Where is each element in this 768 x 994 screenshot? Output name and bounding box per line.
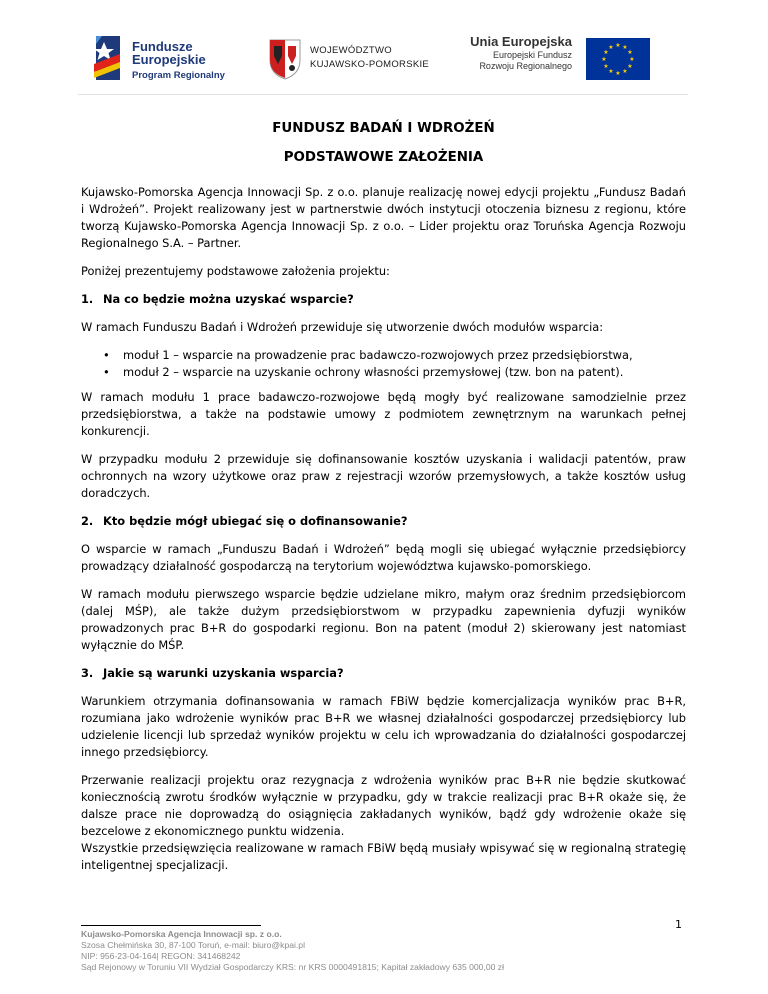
svg-text:★: ★ <box>622 68 628 75</box>
svg-text:★: ★ <box>603 63 609 70</box>
fe-logo-line3: Program Regionalny <box>132 70 225 81</box>
region-logo-line2: KUJAWSKO-POMORSKIE <box>310 59 430 70</box>
fe-emblem-icon <box>90 32 130 84</box>
section-paragraph: Wszystkie przedsięwzięcia realizowane w ramach FBiW będą musiały wpisywać się w regionalną strategię inteligentnej specjalizacji. <box>81 841 686 872</box>
footer-company: Kujawsko-Pomorska Agencja Innowacji sp. z o.o. <box>81 929 282 939</box>
section-title: Jakie są warunki uzyskania wsparcia? <box>103 666 344 680</box>
svg-text:★: ★ <box>627 49 633 56</box>
footer-address: Szosa Chełmińska 30, 87-100 Toruń, e-mail: biuro@kpai.pl <box>81 940 305 950</box>
fundusze-europejskie-logo <box>90 30 240 88</box>
svg-text:★: ★ <box>601 56 607 63</box>
eu-logo-line2: Europejski Fundusz <box>492 50 572 60</box>
svg-text:★: ★ <box>603 49 609 56</box>
document-title: FUNDUSZ BADAŃ I WDROŻEŃ <box>272 121 495 136</box>
region-logo <box>268 38 438 82</box>
section-title: Na co będzie można uzyskać wsparcie? <box>103 292 354 306</box>
svg-text:★: ★ <box>615 42 621 49</box>
section-paragraph: Warunkiem otrzymania dofinansowania w ramach FBiW będzie komercjalizacja wyników prac B+R, rozumiana jako wdrożenie wyników prac B+R we własnej działalności gospodarczej przedsiębiorcy lub udzielenie licencji lub sprzedaż wyników projektu w celu ich wprowadzania do działalności gospodarczej innego przedsiębiorcy. <box>81 694 686 759</box>
section-heading <box>81 291 686 308</box>
list-item: • moduł 2 – wsparcie na uzyskanie ochrony własności przemysłowej (tzw. bon na patent). <box>123 364 686 381</box>
section-number: 2. <box>81 514 94 528</box>
svg-text:★: ★ <box>615 70 621 77</box>
page-number: 1 <box>675 918 682 931</box>
lead-in-paragraph: Poniżej prezentujemy podstawowe założenia projektu: <box>81 264 390 278</box>
section-paragraph: W ramach modułu pierwszego wsparcie będzie udzielane mikro, małym oraz średnim przedsiębiorcom (dalej MŚP), ale także dużym przedsiębiorstwom w przypadku zapewnienia dyfuzji wyników prowadzonych prac B+R do gospodarki regionu. Bon na patent (moduł 2) skierowany jest natomiast wyłącznie do MŚP. <box>81 587 686 652</box>
section-number: 1. <box>81 292 94 306</box>
section-paragraph: W przypadku modułu 2 przewiduje się dofinansowanie kosztów uzyskania i walidacji patentów, praw ochronnych na wzory użytkowe oraz praw z rejestracji wzorów przemysłowych, a także kosztów usług doradczych. <box>81 452 686 500</box>
svg-text:★: ★ <box>627 63 633 70</box>
footer <box>81 929 681 973</box>
list-item: • moduł 1 – wsparcie na prowadzenie prac badawczo-rozwojowych przez przedsiębiorstwa, <box>123 347 686 364</box>
section-heading <box>81 665 686 682</box>
section-number: 3. <box>81 666 94 680</box>
coat-of-arms-icon <box>268 38 302 80</box>
svg-text:★: ★ <box>608 68 614 75</box>
header-divider <box>78 94 688 95</box>
footer-ids: NIP: 956-23-04-164| REGON: 341468242 <box>81 951 241 961</box>
footer-court: Sąd Rejonowy w Toruniu VII Wydział Gospodarczy KRS: nr KRS 0000491815; Kapitał zakładowy 635 000,00 zł <box>81 962 505 972</box>
section-paragraph: O wsparcie w ramach „Funduszu Badań i Wdrożeń” będą mogli się ubiegać wyłącznie przedsiębiorcy prowadzący działalność gospodarczą na terytorium województwa kujawsko-pomorskiego. <box>81 542 686 573</box>
fe-logo-line2: Europejskie <box>132 52 206 67</box>
intro-paragraph: Kujawsko-Pomorska Agencja Innowacji Sp. z o.o. planuje realizację nowej edycji projektu „Fundusz Badań i Wdrożeń”. Projekt realizowany jest w partnerstwie dwóch instytucji otoczenia biznesu z regionu, które tworzą Kujawsko-Pomorska Agencja Innowacji Sp. z o.o. – Lider projektu oraz Toruńska Agencja Rozwoju Regionalnego S.A. – Partner. <box>81 185 686 250</box>
section-paragraph: Przerwanie realizacji projektu oraz rezygnacja z wdrożenia wyników prac B+R nie będzie skutkować koniecznością zwrotu środków wyłącznie w przypadku, gdy w trakcie realizacji prac B+R okaże się, że dalsze prace nie doprowadzą do osiągnięcia zakładanych wyników, bądź gdy wdrożenie okaże się bezcelowe z ekonomicznego punktu widzenia. <box>81 773 686 838</box>
document-subtitle: PODSTAWOWE ZAŁOŻENIA <box>283 150 484 165</box>
header-logos <box>90 28 676 98</box>
document-body <box>81 112 686 885</box>
eu-logo-line1: Unia Europejska <box>470 34 572 49</box>
svg-text:★: ★ <box>622 44 628 51</box>
region-logo-line1: WOJEWÓDZTWO <box>310 45 392 56</box>
svg-text:★: ★ <box>629 56 635 63</box>
svg-text:★: ★ <box>608 44 614 51</box>
section-heading <box>81 513 686 530</box>
eu-flag-icon <box>586 38 650 80</box>
section-title: Kto będzie mógł ubiegać się o dofinansowanie? <box>103 514 408 528</box>
eu-logo <box>462 34 676 84</box>
bullet-list <box>81 347 686 381</box>
section-paragraph: W ramach Funduszu Badań i Wdrożeń przewiduje się utworzenie dwóch modułów wsparcia: <box>81 320 604 334</box>
footer-divider <box>81 925 261 926</box>
eu-logo-line3: Rozwoju Regionalnego <box>479 61 572 71</box>
section-paragraph: W ramach modułu 1 prace badawczo-rozwojowe będą mogły być realizowane samodzielnie przez przedsiębiorstwa, a także na podstawie umowy z podmiotem zewnętrznym na warunkach pełnej konkurencji. <box>81 390 686 438</box>
fe-logo-line1: Fundusze <box>132 39 193 54</box>
